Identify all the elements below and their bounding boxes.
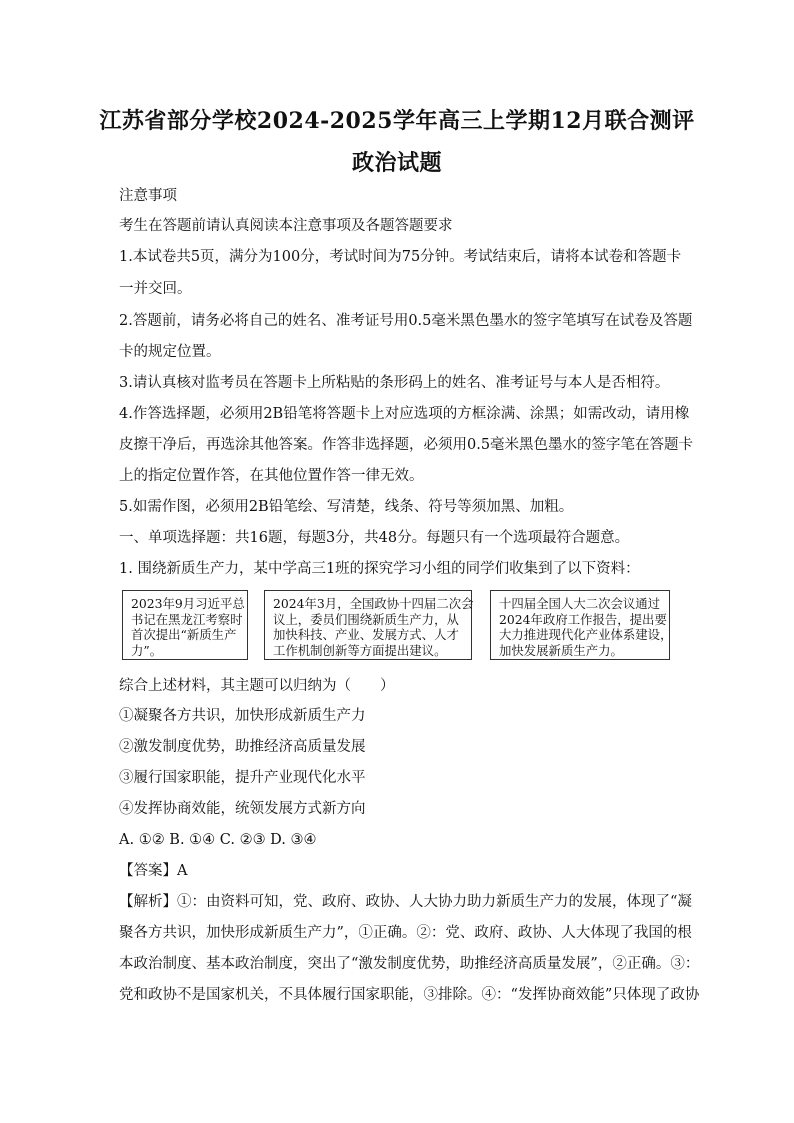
material-box-line: 书记在黑龙江考察时	[131, 611, 243, 627]
material-box-line: 十四届全国人大二次会议通过	[499, 596, 661, 611]
explanation-cont: 党和政协不是国家机关，不具体履行国家职能，③排除。④：“发挥协商效能”只体现了政协	[119, 987, 700, 1003]
statement-3: ③履行国家职能，提升产业现代化水平	[119, 770, 366, 786]
question-prompt: 综合上述材料，其主题可以归纳为（ ）	[119, 678, 395, 694]
document-title: 江苏省部分学校2024-2025学年高三上学期12月联合测评	[99, 108, 695, 134]
notice-item-4-cont: 上的指定位置作答，在其他位置作答一律无效。	[119, 468, 424, 484]
notice-item-5: 5.如需作图，必须用2B铅笔绘、写清楚，线条、符号等须加黑、加粗。	[119, 499, 574, 515]
notice-item-4-cont: 皮擦干净后，再选涂其他答案。作答非选择题，必须用0.5毫米黑色墨水的签字笔在答题卡	[119, 437, 694, 453]
material-box-line: 加快发展新质生产力。	[499, 642, 623, 658]
question-stem: 1. 围绕新质生产力，某中学高三1班的探究学习小组的同学们收集到了以下资料：	[119, 561, 640, 577]
notice-item-1-cont: 一并交回。	[119, 281, 192, 297]
notice-item-2-cont: 卡的规定位置。	[119, 344, 221, 360]
material-box-line: 力”。	[131, 642, 163, 658]
explanation-cont: 聚各方共识，加快形成新质生产力”，①正确。②：党、政府、政协、人大体现了我国的根	[119, 925, 692, 941]
statement-2: ②激发制度优势，助推经济高质量发展	[119, 739, 366, 755]
notice-heading: 注意事项	[119, 188, 177, 204]
answer-key: 【答案】A	[119, 863, 188, 879]
material-box-line: 大力推进现代化产业体系建设，	[499, 627, 673, 642]
statement-1: ①凝聚各方共识，加快形成新质生产力	[119, 708, 366, 724]
material-box-2	[264, 590, 472, 660]
material-box-line: 工作机制创新等方面提出建议。	[273, 642, 447, 658]
material-box-line: 2023年9月习近平总	[131, 596, 245, 611]
section-heading: 一、单项选择题：共16题，每题3分，共48分。每题只有一个选项最符合题意。	[119, 530, 630, 546]
notice-item-2: 2.答题前，请务必将自己的姓名、准考证号用0.5毫米黑色墨水的签字笔填写在试卷及答题	[119, 313, 693, 329]
material-box-line: 首次提出“新质生产	[131, 627, 237, 642]
material-box-line: 加快科技、产业、发展方式、人才	[273, 627, 459, 642]
material-box-line: 议上，委员们围绕新质生产力，从	[273, 611, 459, 627]
notice-item-4: 4.作答选择题，必须用2B铅笔将答题卡上对应选项的方框涂满、涂黑；如需改动，请用橡	[119, 406, 690, 422]
material-box-line: 2024年3月，全国政协十四届二次会	[273, 596, 474, 611]
explanation-cont: 本政治制度、基本政治制度，突出了“激发制度优势，助推经济高质量发展”，②正确。③：	[119, 956, 700, 972]
statement-4: ④发挥协商效能，统领发展方式新方向	[119, 801, 366, 817]
document-subtitle: 政治试题	[351, 150, 442, 176]
notice-intro: 考生在答题前请认真阅读本注意事项及各题答题要求	[119, 218, 453, 234]
answer-options: A. ①② B. ①④ C. ②③ D. ③④	[119, 832, 317, 848]
notice-item-1: 1.本试卷共5页，满分为100分，考试时间为75分钟。考试结束后，请将本试卷和答题卡	[119, 249, 682, 265]
material-box-line: 2024年政府工作报告，提出要	[499, 611, 667, 627]
notice-item-3: 3.请认真核对监考员在答题卡上所粘贴的条形码上的姓名、准考证号与本人是否相符。	[119, 375, 670, 391]
material-box-1	[122, 590, 248, 660]
explanation: 【解析】①：由资料可知，党、政府、政协、人大协力助力新质生产力的发展，体现了“凝	[119, 894, 692, 910]
material-box-3	[490, 590, 673, 660]
